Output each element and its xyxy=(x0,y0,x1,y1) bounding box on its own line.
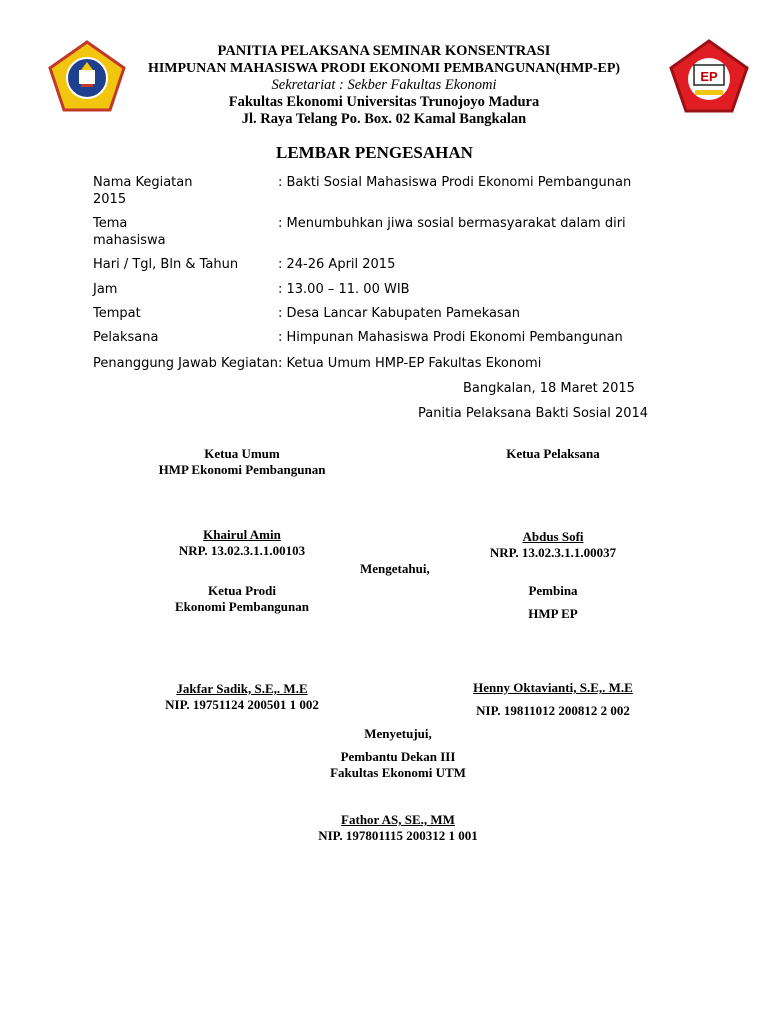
tempat-label: Tempat xyxy=(93,306,141,321)
sig4-id: NIP. 19811012 200812 2 002 xyxy=(476,703,630,718)
header-line-5: Jl. Raya Telang Po. Box. 02 Kamal Bangkalan xyxy=(241,111,527,127)
sig4-name: Henny Oktavianti, S.E,. M.E xyxy=(473,680,633,695)
header-line-2: HIMPUNAN MAHASISWA PRODI EKONOMI PEMBANGUNAN(HMP-EP) xyxy=(147,61,621,76)
penanggung-jawab: Penanggung Jawab Kegiatan: Ketua Umum HMP-EP Fakultas Ekonomi xyxy=(93,356,542,371)
sig5-title-2: Fakultas Ekonomi UTM xyxy=(330,765,466,780)
pelaksana-label: Pelaksana xyxy=(93,330,159,345)
sig4-title-1: Pembina xyxy=(528,583,578,598)
logo-ep-text: EP xyxy=(700,69,718,84)
nama-kegiatan-wrap: 2015 xyxy=(93,192,127,207)
sig1-title-1: Ketua Umum xyxy=(204,446,280,461)
sig2-id: NRP. 13.02.3.1.1.00037 xyxy=(489,545,617,560)
sig1-name: Khairul Amin xyxy=(203,527,281,542)
header-line-1: PANITIA PELAKSANA SEMINAR KONSENTRASI xyxy=(217,43,551,59)
jam-label: Jam xyxy=(93,282,118,297)
place-date: Bangkalan, 18 Maret 2015 xyxy=(463,381,635,396)
sig2-name: Abdus Sofi xyxy=(522,529,584,544)
pelaksana-value: : Himpunan Mahasiswa Prodi Ekonomi Pembangunan xyxy=(278,330,623,345)
sig3-id: NIP. 19751124 200501 1 002 xyxy=(165,697,319,712)
committee-name: Panitia Pelaksana Bakti Sosial 2014 xyxy=(418,406,649,421)
sig5-name: Fathor AS, SE., MM xyxy=(341,812,455,827)
nama-kegiatan-label: Nama Kegiatan xyxy=(93,175,193,190)
page-title: LEMBAR PENGESAHAN xyxy=(276,143,473,162)
sig1-title-2: HMP Ekonomi Pembangunan xyxy=(158,462,326,477)
menyetujui-label: Menyetujui, xyxy=(364,726,432,741)
tema-wrap: mahasiswa xyxy=(93,233,166,248)
sig3-title-1: Ketua Prodi xyxy=(207,583,276,598)
sig1-id: NRP. 13.02.3.1.1.00103 xyxy=(178,543,306,558)
sig3-title-2: Ekonomi Pembangunan xyxy=(174,599,309,614)
header-line-3: Sekretariat : Sekber Fakultas Ekonomi xyxy=(271,77,497,93)
university-logo xyxy=(48,40,126,112)
hmp-ep-logo xyxy=(668,38,750,114)
hari-value: : 24-26 April 2015 xyxy=(278,257,396,272)
jam-value: : 13.00 – 11. 00 WIB xyxy=(278,282,410,297)
tempat-value: : Desa Lancar Kabupaten Pamekasan xyxy=(278,306,520,321)
nama-kegiatan-value: : Bakti Sosial Mahasiswa Prodi Ekonomi Pembangunan xyxy=(278,175,632,190)
header-line-4: Fakultas Ekonomi Universitas Trunojoyo Madura xyxy=(228,94,540,110)
sig5-id: NIP. 197801115 200312 1 001 xyxy=(318,828,478,843)
mengetahui-label: Mengetahui, xyxy=(360,561,430,576)
sig3-name: Jakfar Sadik, S.E,. M.E xyxy=(176,681,308,696)
hari-label: Hari / Tgl, Bln & Tahun xyxy=(93,257,239,272)
sig5-title-1: Pembantu Dekan III xyxy=(340,749,456,764)
sig2-title-1: Ketua Pelaksana xyxy=(506,446,600,461)
tema-label: Tema xyxy=(93,216,128,231)
tema-value: : Menumbuhkan jiwa sosial bermasyarakat dalam diri xyxy=(278,216,626,231)
sig4-title-2: HMP EP xyxy=(528,606,578,621)
